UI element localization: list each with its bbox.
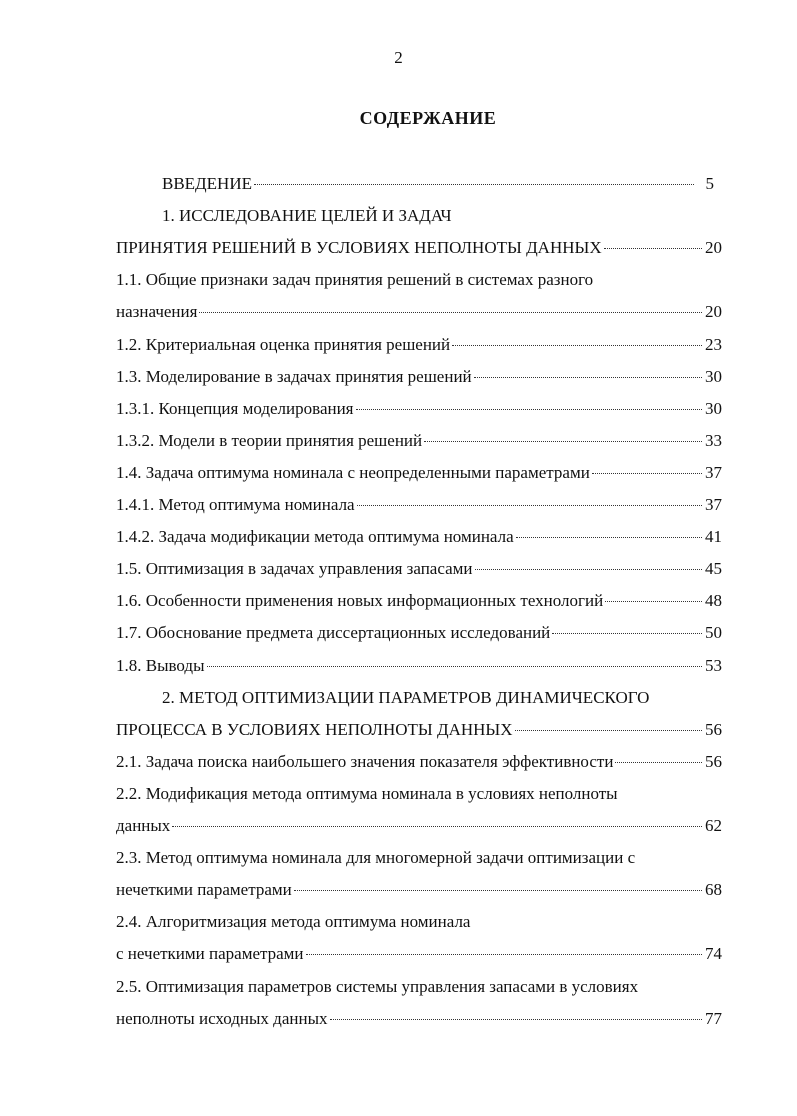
toc-entry-text: неполноты исходных данных (116, 1008, 328, 1028)
dot-leader (475, 569, 702, 570)
toc-entry-page: 37 (705, 495, 722, 514)
toc-entry (162, 202, 714, 230)
toc-entry (116, 780, 722, 808)
toc-entry (116, 491, 722, 519)
dot-leader (254, 184, 694, 185)
toc-entry-page: 37 (705, 462, 722, 482)
dot-leader (592, 473, 702, 474)
toc-entry-text: 2.2. Модификация метода оптимума номинала в условиях неполноты (116, 783, 618, 803)
toc-entry-text: 1.3.2. Модели в теории принятия решений (116, 430, 423, 450)
dot-leader (515, 730, 702, 731)
toc-entry-text: 1.3.1. Концепция моделирования (116, 398, 354, 418)
toc-entry-page: 20 (705, 302, 722, 322)
dot-leader (330, 1019, 703, 1020)
toc-entry-text: 2. МЕТОД ОПТИМИЗАЦИИ ПАРАМЕТРОВ ДИНАМИЧЕСКОГО (162, 687, 650, 707)
toc-entry-text: ПРИНЯТИЯ РЕШЕНИЙ В УСЛОВИЯХ НЕПОЛНОТЫ ДАННЫХ (116, 238, 602, 258)
toc-entry (116, 331, 722, 359)
toc-entry-text: 1.4.1. Метод оптимума номинала (116, 495, 355, 514)
toc-entry (116, 908, 722, 936)
dot-leader (306, 954, 702, 955)
toc-entry-text: 1.2. Критериальная оценка принятия решений (116, 334, 451, 354)
dot-leader (424, 441, 702, 442)
dot-leader (356, 409, 702, 410)
toc-entry (162, 170, 714, 198)
toc-entry (116, 427, 722, 455)
toc-entry-page: 68 (705, 880, 722, 900)
dot-leader (207, 666, 702, 667)
dot-leader (294, 890, 702, 891)
toc-entry-page: 30 (705, 366, 722, 386)
toc-entry-text: 1.4. Задача оптимума номинала с неопределенными параметрами (116, 462, 590, 482)
toc-entry-page: 62 (705, 816, 722, 835)
toc-entry-text: 2.5. Оптимизация параметров системы управления запасами в условиях (116, 976, 639, 996)
toc-entry-text: 1.1. Общие признаки задач принятия решений в системах разного (116, 270, 594, 290)
toc-entry-page: 41 (705, 527, 722, 547)
toc-entry (116, 940, 722, 968)
toc-entry-text: ПРОЦЕССА В УСЛОВИЯХ НЕПОЛНОТЫ ДАННЫХ (116, 719, 513, 739)
toc-entry (116, 748, 722, 776)
toc-entry-text: 1.6. Особенности применения новых информационных технологий (116, 591, 604, 611)
toc-entry (116, 716, 722, 744)
toc-entry-page: 45 (705, 559, 722, 579)
toc-entry-page: 74 (705, 944, 722, 964)
toc-entry-page: 56 (705, 719, 722, 739)
toc-entry (116, 1005, 722, 1033)
toc-entry-page: 48 (705, 591, 722, 611)
toc-entry (116, 876, 722, 904)
toc-entry-page: 53 (705, 655, 722, 675)
toc-entry-page: 23 (705, 334, 722, 354)
dot-leader (452, 345, 702, 346)
toc-entry (116, 973, 722, 1001)
dot-leader (605, 601, 702, 602)
toc-entry-page: 77 (705, 1008, 722, 1028)
toc-entry-page: 5 (705, 174, 714, 193)
toc-entry-text: 1.3. Моделирование в задачах принятия решений (116, 366, 472, 386)
toc-entry (116, 234, 722, 262)
toc-entry-text: назначения (116, 302, 198, 322)
toc-entry (116, 587, 722, 615)
toc-entry-text: 2.3. Метод оптимума номинала для многомерной задачи оптимизации с (116, 848, 636, 868)
toc-entry (116, 812, 722, 840)
dot-leader (172, 826, 702, 827)
toc-entry-page: 30 (705, 398, 722, 418)
toc-entry (116, 619, 722, 647)
toc-entry (116, 266, 722, 294)
toc-entry-page: 56 (705, 751, 722, 771)
toc-entry (116, 652, 722, 680)
dot-leader (516, 537, 702, 538)
toc-entry (116, 459, 722, 487)
toc-entry-text: 2.1. Задача поиска наибольшего значения показателя эффективности (116, 751, 614, 771)
toc-entry-text: данных (116, 816, 171, 835)
toc-entry-text: 2.4. Алгоритмизация метода оптимума номинала (116, 912, 471, 932)
toc-entry (116, 395, 722, 423)
toc-entry (116, 298, 722, 326)
toc-entry-page: 33 (705, 430, 722, 450)
dot-leader (604, 248, 702, 249)
toc-entry-text: 1.4.2. Задача модификации метода оптимума номинала (116, 527, 514, 547)
toc-entry-text: ВВЕДЕНИЕ (162, 174, 252, 193)
dot-leader (199, 312, 702, 313)
toc-entry-page: 20 (705, 238, 722, 258)
toc-title: СОДЕРЖАНИЕ (359, 108, 497, 128)
toc-entry-text: 1. ИССЛЕДОВАНИЕ ЦЕЛЕЙ И ЗАДАЧ (162, 206, 452, 226)
toc-entry-text: 1.5. Оптимизация в задачах управления запасами (116, 559, 473, 579)
dot-leader (357, 505, 702, 506)
dot-leader (474, 377, 702, 378)
toc-entry-page: 50 (705, 623, 722, 643)
toc-entry-text: 1.7. Обоснование предмета диссертационных исследований (116, 623, 551, 643)
toc-entry-text: нечеткими параметрами (116, 880, 292, 900)
toc-entry-text: с нечеткими параметрами (116, 944, 304, 964)
toc-entry (116, 363, 722, 391)
toc-entry (116, 555, 722, 583)
toc-entry (116, 523, 722, 551)
toc-entry (116, 844, 722, 872)
page-number: 2 (394, 48, 403, 67)
dot-leader (552, 633, 702, 634)
toc-entry-text: 1.8. Выводы (116, 655, 205, 675)
dot-leader (615, 762, 702, 763)
toc-entry (162, 684, 714, 712)
